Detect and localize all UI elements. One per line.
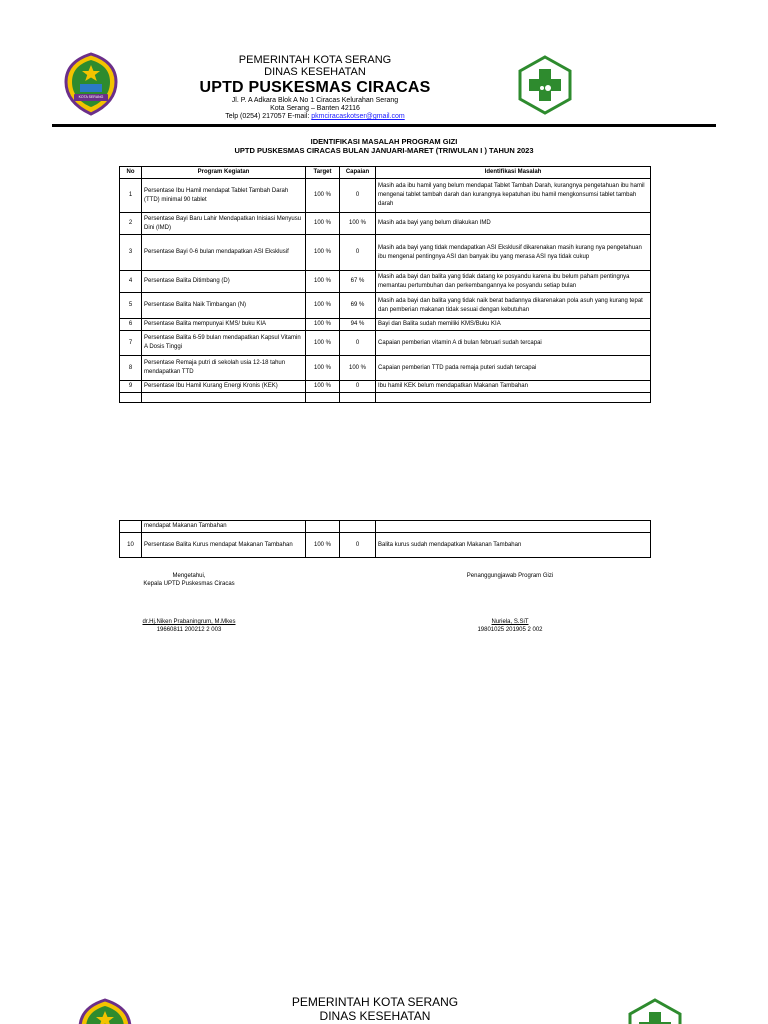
- cell-masalah: Masih ada ibu hamil yang belum mendapat Tablet Tambah Darah, kurangnya pengetahuan ibu hamil mengenai tablet tambah darah dan kurangnya kepatuhan ibu hamil mengkonsumsi tablet tambah darah: [376, 179, 651, 213]
- cell-masalah: Balita kurus sudah mendapatkan Makanan Tambahan: [376, 533, 651, 558]
- cell-capaian: 0: [340, 235, 376, 271]
- col-header: No: [120, 167, 142, 179]
- cell-no: 9: [120, 381, 142, 393]
- table-row: [120, 533, 651, 558]
- cell-program: Persentase Ibu Hamil mendapat Tablet Tambah Darah (TTD) minimal 90 tablet: [142, 179, 306, 213]
- cell-capaian: 0: [340, 179, 376, 213]
- cell-masalah: Masih ada bayi dan balita yang tidak datang ke posyandu karena ibu belum paham pentingnya memantau pertumbuhan dan perkembangannya ke posyandu setiap bulan: [376, 271, 651, 293]
- cell-masalah: Capaian pemberian TTD pada remaja puteri sudah tercapai: [376, 356, 651, 381]
- contact-line: [180, 113, 450, 122]
- header-divider: [52, 124, 716, 127]
- cell-no: 1: [120, 179, 142, 213]
- cell-masalah: Masih ada bayi dan balita yang tidak naik berat badannya dikarenakan pola asuh yang kurang tepat dan pemberian makanan tidak sesuai dengan kebutuhan: [376, 293, 651, 319]
- gov-name-2: PEMERINTAH KOTA SERANG: [291, 995, 459, 1009]
- cell-no: 6: [120, 319, 142, 331]
- table-row: [120, 293, 651, 319]
- cell-target: 100 %: [306, 381, 340, 393]
- cell-program: Persentase Remaja putri di sekolah usia 12-18 tahun mendapatkan TTD: [142, 356, 306, 381]
- signature-right-name-block: [445, 618, 575, 634]
- table-row: [120, 213, 651, 235]
- cell-no: 7: [120, 331, 142, 356]
- table-row-empty: [120, 393, 651, 403]
- puskesmas-cross-icon: [625, 998, 685, 1024]
- address-line-1: Jl. P. A Adkara Blok A No 1 Ciracas Kelurahan Serang: [231, 97, 399, 104]
- cell-capaian: 94 %: [340, 319, 376, 331]
- puskesmas-logo: [518, 55, 572, 115]
- cell-target: 100 %: [306, 356, 340, 381]
- cell-masalah: Masih ada bayi yang belum dilakukan IMD: [376, 213, 651, 235]
- cell-no: 5: [120, 293, 142, 319]
- email-link[interactable]: pkmciracaskotser@gmail.com: [311, 113, 405, 120]
- cell-program: Persentase Balita Kurus mendapat Makanan Tambahan: [142, 533, 306, 558]
- sig-left-name: dr.Hj.Niken Prabaningrum, M.Mkes: [142, 619, 236, 625]
- signature-right: [445, 572, 575, 580]
- cell-capaian: 0: [340, 533, 376, 558]
- cell-masalah: Capaian pemberian vitamin A di bulan februari sudah tercapai: [376, 331, 651, 356]
- cell-target: 100 %: [306, 235, 340, 271]
- table-row: [120, 235, 651, 271]
- cell-target: 100 %: [306, 179, 340, 213]
- col-header: Program Kegiatan: [142, 167, 306, 179]
- cell-target: 100 %: [306, 319, 340, 331]
- cell-capaian: 100 %: [340, 356, 376, 381]
- signature-left: [119, 572, 259, 588]
- puskesmas-cross-icon: [518, 55, 572, 115]
- kota-serang-emblem: [62, 52, 120, 116]
- program-table-continued: [119, 520, 651, 558]
- cell-program: Persentase Balita Naik Timbangan (N): [142, 293, 306, 319]
- sig-left-nip: 19660811 200212 2 003: [156, 627, 222, 634]
- table-row: [120, 381, 651, 393]
- cell-target: 100 %: [306, 533, 340, 558]
- cell-capaian: 69 %: [340, 293, 376, 319]
- table-row: [120, 521, 651, 533]
- emblem-shield-icon: [76, 998, 134, 1024]
- cell-no: 3: [120, 235, 142, 271]
- kop-surat: [0, 0, 768, 130]
- dept-name: DINAS KESEHATAN: [264, 66, 366, 78]
- col-header: Capaian: [340, 167, 376, 179]
- cell-masalah: Bayi dan Balita sudah memiliki KMS/Buku KIA: [376, 319, 651, 331]
- sig-left-line1: Mengetahui,: [172, 573, 206, 579]
- cell-capaian: 0: [340, 381, 376, 393]
- sig-right-name: Nuriela, S.SiT: [491, 619, 529, 625]
- sig-right-nip: 19801025 201905 2 002: [477, 627, 543, 634]
- cell-capaian: 100 %: [340, 213, 376, 235]
- emblem-text: KOTA SERANG: [78, 95, 104, 99]
- table-header-row: [120, 167, 651, 179]
- signature-left-name-block: [119, 618, 259, 634]
- cell-program: Persentase Balita Ditimbang (D): [142, 271, 306, 293]
- sig-left-line2: Kepala UPTD Puskesmas Ciracas: [143, 581, 235, 588]
- document-title-1: IDENTIFIKASI MASALAH PROGRAM GIZI: [310, 137, 458, 146]
- phone-text: Telp (0254) 217057 E-mail:: [225, 113, 312, 120]
- cell-program: Persentase Bayi 0-6 bulan mendapatkan ASI Eksklusif: [142, 235, 306, 271]
- cell-capaian: 67 %: [340, 271, 376, 293]
- cell-masalah: Masih ada bayi yang tidak mendapatkan ASI Eksklusif dikarenakan masih kurang nya pengetahuan ibu mengenal pentingnya ASI dan banyak ibu yang merasa ASI nya tidak cukup: [376, 235, 651, 271]
- table-row: [120, 331, 651, 356]
- next-page-header: [0, 990, 768, 1024]
- emblem-shield-icon: [62, 52, 120, 116]
- cell-program: Persentase Ibu Hamil Kurang Energi Kronis (KEK): [142, 381, 306, 393]
- sig-right-line1: Penanggungjawab Program Gizi: [466, 573, 554, 579]
- col-header: Identifikasi Masalah: [376, 167, 651, 179]
- cell-target: 100 %: [306, 213, 340, 235]
- col-header: Target: [306, 167, 340, 179]
- cell-capaian: 0: [340, 331, 376, 356]
- address-line-2: Kota Serang – Banten 42116: [270, 105, 360, 112]
- puskesmas-logo-2: [625, 998, 685, 1024]
- cell-target: 100 %: [306, 331, 340, 356]
- institution-name: UPTD PUSKESMAS CIRACAS: [199, 79, 431, 96]
- cell-no: 10: [120, 533, 142, 558]
- cell-masalah: Ibu hamil KEK belum mendapatkan Makanan Tambahan: [376, 381, 651, 393]
- cell-program: Persentase Balita mempunyai KMS/ buku KIA: [142, 319, 306, 331]
- dept-name-2: DINAS KESEHATAN: [319, 1009, 431, 1023]
- document-title-2: UPTD PUSKESMAS CIRACAS BULAN JANUARI-MARET (TRIWULAN I ) TAHUN 2023: [234, 146, 534, 155]
- cell-no: 4: [120, 271, 142, 293]
- program-table: [119, 166, 651, 403]
- kota-serang-emblem-2: [76, 998, 134, 1024]
- cell-no: 8: [120, 356, 142, 381]
- cell-target: 100 %: [306, 293, 340, 319]
- cell-program: Persentase Balita 6-59 bulan mendapatkan Kapsul Vitamin A Dosis Tinggi: [142, 331, 306, 356]
- cell-target: 100 %: [306, 271, 340, 293]
- table-row: [120, 179, 651, 213]
- table-row: [120, 319, 651, 331]
- table-row: [120, 356, 651, 381]
- cell-no: 2: [120, 213, 142, 235]
- table-row: [120, 271, 651, 293]
- gov-name: PEMERINTAH KOTA SERANG: [238, 54, 392, 66]
- cell-program: mendapat Makanan Tambahan: [142, 521, 306, 533]
- cell-program: Persentase Bayi Baru Lahir Mendapatkan Inisiasi Menyusu Dini (IMD): [142, 213, 306, 235]
